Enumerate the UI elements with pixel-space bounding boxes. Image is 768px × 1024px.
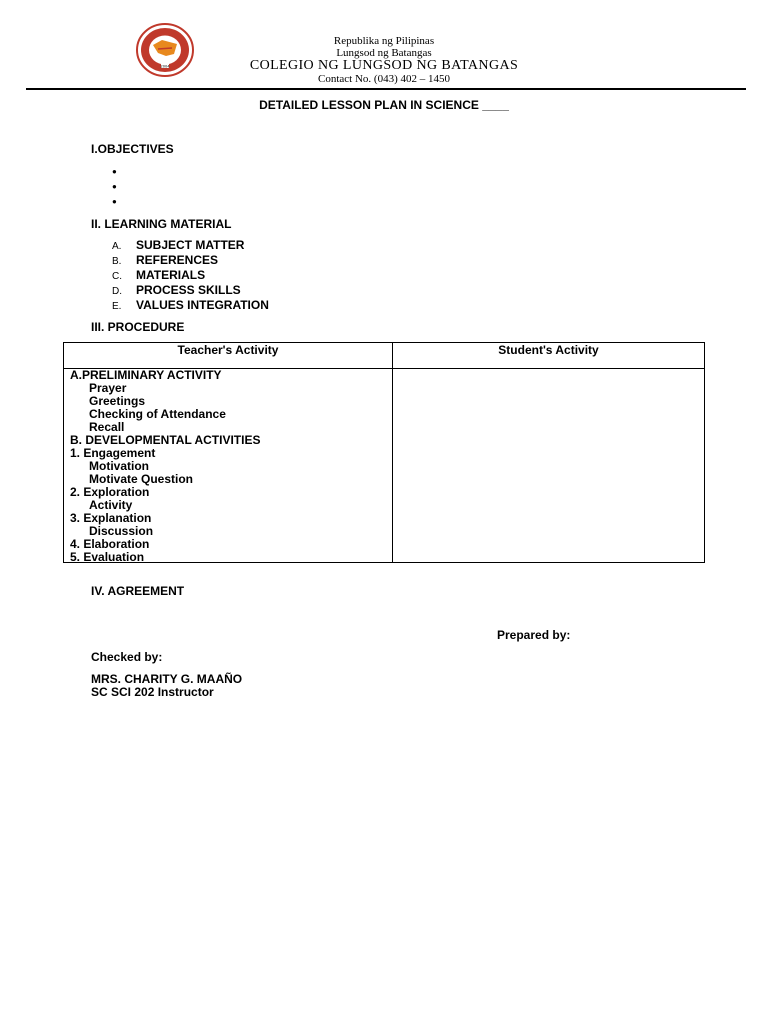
header-city: Lungsod ng Batangas	[336, 47, 432, 59]
document-title: DETAILED LESSON PLAN IN SCIENCE ____	[259, 98, 509, 112]
objective-bullet	[112, 180, 117, 195]
activity-item: 2. Exploration	[70, 485, 150, 499]
activity-item: 3. Explanation	[70, 511, 152, 525]
objectives-heading: I.OBJECTIVES	[91, 142, 174, 156]
list-label: SUBJECT MATTER	[136, 238, 245, 252]
student-activity-header: Student's Activity	[498, 343, 599, 357]
list-item	[112, 253, 269, 268]
procedure-heading: III. PROCEDURE	[91, 320, 185, 334]
objectives-list	[112, 165, 117, 210]
instructor-title: SC SCI 202 Instructor	[91, 685, 214, 699]
list-label: REFERENCES	[136, 253, 219, 267]
prepared-by-label: Prepared by:	[497, 628, 571, 642]
activity-item: Activity	[89, 498, 133, 512]
activity-item: Discussion	[89, 524, 154, 538]
table-column-divider	[392, 342, 393, 563]
header-school-name: COLEGIO NG LUNGSOD NG BATANGAS	[249, 58, 519, 73]
header-divider	[26, 88, 746, 90]
checked-by-label: Checked by:	[91, 650, 163, 664]
learning-material-heading: II. LEARNING MATERIAL	[91, 217, 232, 231]
activity-item: Motivate Question	[89, 472, 194, 486]
school-seal	[136, 23, 194, 77]
seal-year: 2004	[160, 64, 170, 69]
list-item	[112, 268, 269, 283]
list-item	[112, 238, 269, 253]
objective-bullet	[112, 195, 117, 210]
list-letter: E.	[112, 301, 122, 312]
activity-item: Checking of Attendance	[89, 407, 226, 421]
instructor-name: MRS. CHARITY G. MAAÑO	[91, 672, 243, 686]
header-country: Republika ng Pilipinas	[333, 35, 435, 47]
list-label: PROCESS SKILLS	[136, 283, 241, 297]
activity-item: B. DEVELOPMENTAL ACTIVITIES	[70, 433, 261, 447]
activity-item: 1. Engagement	[70, 446, 156, 460]
list-item	[112, 283, 269, 298]
list-letter: A.	[112, 241, 122, 252]
activity-item: Recall	[89, 420, 125, 434]
activity-item: 5. Evaluation	[70, 550, 145, 564]
activity-item: 4. Elaboration	[70, 537, 150, 551]
list-label: VALUES INTEGRATION	[136, 298, 269, 312]
activity-item: Motivation	[89, 459, 149, 473]
activity-item: Prayer	[89, 381, 127, 395]
list-item	[112, 298, 269, 313]
agreement-heading: IV. AGREEMENT	[91, 584, 185, 598]
objective-bullet	[112, 165, 117, 180]
header-contact: Contact No. (043) 402 – 1450	[318, 73, 450, 85]
learning-material-list	[112, 238, 269, 313]
activity-item: A.PRELIMINARY ACTIVITY	[70, 368, 222, 382]
list-letter: C.	[112, 271, 122, 282]
activity-item: Greetings	[89, 394, 146, 408]
list-letter: D.	[112, 286, 122, 297]
teacher-activities-list	[70, 369, 260, 564]
teacher-activity-header: Teacher's Activity	[177, 343, 279, 357]
list-label: MATERIALS	[136, 268, 206, 282]
list-letter: B.	[112, 256, 122, 267]
